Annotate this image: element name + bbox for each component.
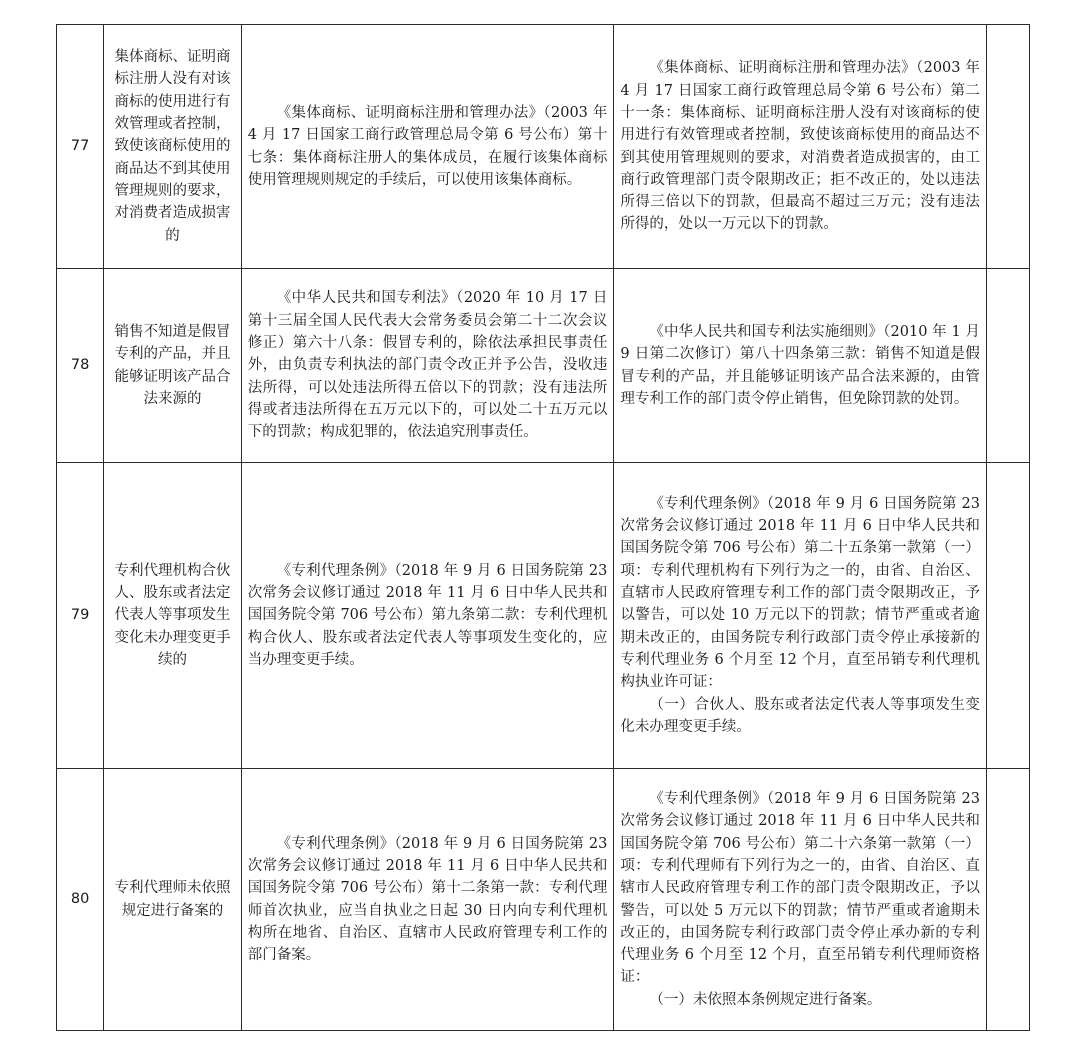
penalty-item: （一）未依照本条例规定进行备案。	[649, 991, 882, 1008]
penalty-text: 《专利代理条例》（2018 年 9 月 6 日国务院第 23 次常务会议修订通过 2018 年 11 月 6 日中华人民共和国国务院令第 706 号公布）第二十六条第一款第（一）项：专利代理师有下列行为之一的，由省、自治区、直辖市人民政府管理专利工作的部门责令限期改正，予以警告，可以处 5 万元以下的罚款；情节严重或者逾期未改正的，由国务院专利行政部门责令停止承办新的专利代理业务 6 个月至 12 个月，直至吊销专利代理师资格证：	[620, 791, 980, 986]
violation-description: 专利代理师未依照规定进行备案的	[104, 769, 242, 1031]
row-number: 77	[57, 25, 104, 269]
violation-description: 销售不知道是假冒专利的产品，并且能够证明该产品合法来源的	[104, 269, 242, 463]
blank-column-cell	[986, 269, 1029, 463]
blank-column-cell	[986, 769, 1029, 1031]
table-row	[57, 25, 1030, 269]
penalty-text: 《集体商标、证明商标注册和管理办法》（2003 年 4 月 17 日国家工商行政管理总局令第 6 号公布）第二十一条：集体商标、证明商标注册人没有对该商标的使用进行有效管理或者控制，致使该商标使用的商品达不到其使用管理规则的要求，对消费者造成损害的，由工商行政管理部门责令限期改正；拒不改正的，处以违法所得三倍以下的罚款，但最高不超过三万元；没有违法所得的，处以一万元以下的罚款。	[620, 60, 980, 233]
row-number: 79	[57, 463, 104, 769]
penalty-provision	[614, 463, 987, 769]
table-row	[57, 463, 1030, 769]
penalty-item: （一）合伙人、股东或者法定代表人等事项发生变化未办理变更手续。	[620, 696, 980, 735]
penalty-text: 《中华人民共和国专利法实施细则》（2010 年 1 月 9 日第二次修订）第八十四条第三款：销售不知道是假冒专利的产品，并且能够证明该产品合法来源的，由管理专利工作的部门责令停止销售，但免除罚款的处罚。	[620, 323, 980, 407]
penalty-text: 《专利代理条例》（2018 年 9 月 6 日国务院第 23 次常务会议修订通过 2018 年 11 月 6 日中华人民共和国国务院令第 706 号公布）第二十五条第一款第（一）项：专利代理机构有下列行为之一的，由省、自治区、直辖市人民政府管理专利工作的部门责令限期改正，予以警告，可以处 10 万元以下的罚款；情节严重或者逾期未改正的，由国务院专利行政部门责令停止承接新的专利代理业务 6 个月至 12 个月，直至吊销专利代理机构执业许可证：	[620, 495, 980, 691]
penalty-provision	[614, 25, 987, 269]
row-number: 78	[57, 269, 104, 463]
violation-description: 专利代理机构合伙人、股东或者法定代表人等事项发生变化未办理变更手续的	[104, 463, 242, 769]
table-row	[57, 769, 1030, 1031]
row-number: 80	[57, 769, 104, 1031]
law-table	[56, 24, 1030, 1031]
violation-description: 集体商标、证明商标注册人没有对该商标的使用进行有效管理或者控制，致使该商标使用的商品达不到其使用管理规则的要求，对消费者造成损害的	[104, 25, 242, 269]
legal-basis: 《专利代理条例》（2018 年 9 月 6 日国务院第 23 次常务会议修订通过 2018 年 11 月 6 日中华人民共和国国务院令第 706 号公布）第十二条第一款：专利代理师首次执业，应当自执业之日起 30 日内向专利代理机构所在地省、自治区、直辖市人民政府管理专利工作的部门备案。	[241, 769, 614, 1031]
legal-basis: 《专利代理条例》（2018 年 9 月 6 日国务院第 23 次常务会议修订通过 2018 年 11 月 6 日中华人民共和国国务院令第 706 号公布）第九条第二款：专利代理机构合伙人、股东或者法定代表人等事项发生变化的，应当办理变更手续。	[241, 463, 614, 769]
table-row	[57, 269, 1030, 463]
blank-column-cell	[986, 25, 1029, 269]
penalty-provision	[614, 269, 987, 463]
legal-basis: 《中华人民共和国专利法》（2020 年 10 月 17 日第十三届全国人民代表大会常务委员会第二十二次会议修正）第六十八条：假冒专利的，除依法承担民事责任外，由负责专利执法的部门责令改正并予公告，没收违法所得，可以处违法所得五倍以下的罚款；没有违法所得或者违法所得在五万元以下的，可以处二十五万元以下的罚款；构成犯罪的，依法追究刑事责任。	[241, 269, 614, 463]
penalty-provision	[614, 769, 987, 1031]
blank-column-cell	[986, 463, 1029, 769]
legal-basis: 《集体商标、证明商标注册和管理办法》（2003 年 4 月 17 日国家工商行政管理总局令第 6 号公布）第十七条：集体商标注册人的集体成员，在履行该集体商标使用管理规则规定的手续后，可以使用该集体商标。	[241, 25, 614, 269]
